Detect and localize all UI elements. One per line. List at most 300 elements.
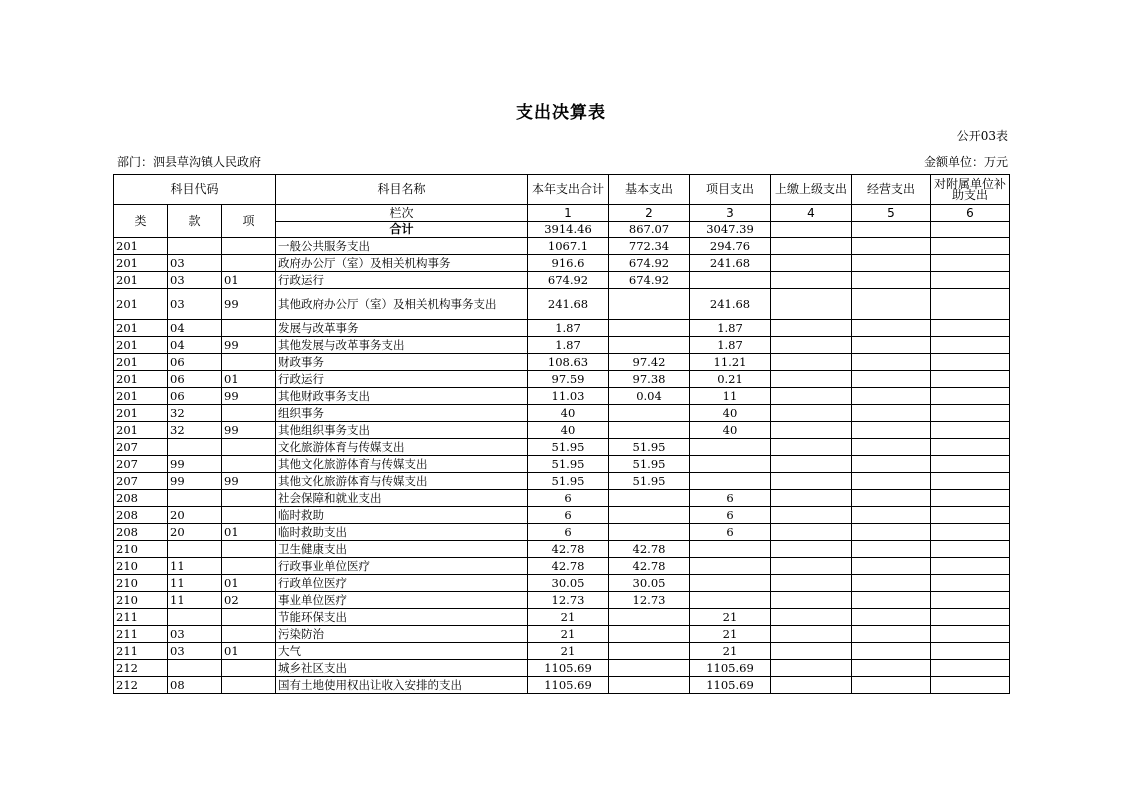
table-row (114, 643, 1010, 660)
cell-subsidy (931, 289, 1010, 320)
header-project: 项目支出 (690, 175, 771, 205)
cell-name: 行政事业单位医疗 (276, 558, 528, 575)
cell-name: 国有土地使用权出让收入安排的支出 (276, 677, 528, 694)
cell-lei: 210 (114, 558, 168, 575)
cell-subsidy (931, 490, 1010, 507)
cell-upper (771, 320, 852, 337)
cell-name: 政府办公厅（室）及相关机构事务 (276, 255, 528, 272)
form-number: 公开03表 (956, 129, 1008, 143)
total-label: 合计 (276, 222, 528, 238)
cell-subsidy (931, 660, 1010, 677)
cell-subsidy (931, 473, 1010, 490)
cell-name: 大气 (276, 643, 528, 660)
cell-total: 674.92 (528, 272, 609, 289)
cell-total: 42.78 (528, 541, 609, 558)
cell-kuan: 03 (168, 255, 222, 272)
cell-total: 51.95 (528, 456, 609, 473)
cell-xiang: 01 (222, 643, 276, 660)
cell-kuan: 32 (168, 422, 222, 439)
col-number-1: 1 (528, 205, 609, 222)
cell-name: 其他发展与改革事务支出 (276, 337, 528, 354)
cell-lei: 207 (114, 456, 168, 473)
cell-basic: 12.73 (609, 592, 690, 609)
cell-name: 财政事务 (276, 354, 528, 371)
cell-upper (771, 524, 852, 541)
cell-xiang (222, 320, 276, 337)
cell-subsidy (931, 320, 1010, 337)
cell-upper (771, 660, 852, 677)
cell-name: 行政运行 (276, 272, 528, 289)
cell-basic (609, 660, 690, 677)
cell-project: 21 (690, 626, 771, 643)
cell-business (852, 337, 931, 354)
cell-subsidy (931, 626, 1010, 643)
cell-total: 30.05 (528, 575, 609, 592)
table-row (114, 473, 1010, 490)
table-row (114, 507, 1010, 524)
cell-name: 临时救助支出 (276, 524, 528, 541)
cell-xiang: 01 (222, 524, 276, 541)
cell-lei: 201 (114, 337, 168, 354)
cell-upper (771, 626, 852, 643)
cell-total: 21 (528, 626, 609, 643)
cell-upper (771, 439, 852, 456)
cell-total: 1.87 (528, 320, 609, 337)
table-row (114, 255, 1010, 272)
cell-business (852, 388, 931, 405)
cell-kuan (168, 660, 222, 677)
total-project: 3047.39 (690, 222, 771, 238)
cell-kuan: 11 (168, 558, 222, 575)
cell-name: 社会保障和就业支出 (276, 490, 528, 507)
cell-basic: 51.95 (609, 473, 690, 490)
cell-upper (771, 354, 852, 371)
cell-total: 1.87 (528, 337, 609, 354)
cell-business (852, 490, 931, 507)
cell-lei: 201 (114, 422, 168, 439)
cell-upper (771, 558, 852, 575)
cell-kuan: 11 (168, 592, 222, 609)
cell-basic: 42.78 (609, 558, 690, 575)
cell-total: 1067.1 (528, 238, 609, 255)
cell-lei: 211 (114, 626, 168, 643)
header-total: 本年支出合计 (528, 175, 609, 205)
cell-total: 12.73 (528, 592, 609, 609)
cell-basic (609, 677, 690, 694)
table-row (114, 677, 1010, 694)
cell-total: 42.78 (528, 558, 609, 575)
col-number-5: 5 (852, 205, 931, 222)
col-number-6: 6 (931, 205, 1010, 222)
cell-kuan: 03 (168, 626, 222, 643)
cell-upper (771, 337, 852, 354)
cell-basic (609, 643, 690, 660)
cell-kuan: 04 (168, 337, 222, 354)
header-lanci: 栏次 (276, 205, 528, 222)
cell-upper (771, 473, 852, 490)
header-upper: 上缴上级支出 (771, 175, 852, 205)
cell-project: 1.87 (690, 337, 771, 354)
cell-xiang: 99 (222, 473, 276, 490)
cell-lei: 210 (114, 541, 168, 558)
cell-kuan (168, 609, 222, 626)
cell-lei: 201 (114, 371, 168, 388)
cell-name: 其他财政事务支出 (276, 388, 528, 405)
cell-upper (771, 490, 852, 507)
cell-kuan: 06 (168, 371, 222, 388)
table-row (114, 558, 1010, 575)
cell-basic (609, 524, 690, 541)
cell-xiang (222, 609, 276, 626)
cell-project: 40 (690, 422, 771, 439)
table-row (114, 354, 1010, 371)
cell-business (852, 677, 931, 694)
cell-lei: 201 (114, 320, 168, 337)
cell-subsidy (931, 507, 1010, 524)
cell-kuan: 03 (168, 272, 222, 289)
cell-business (852, 558, 931, 575)
cell-xiang (222, 238, 276, 255)
table-row (114, 337, 1010, 354)
cell-business (852, 405, 931, 422)
cell-xiang: 99 (222, 422, 276, 439)
cell-business (852, 255, 931, 272)
cell-upper (771, 388, 852, 405)
cell-kuan: 99 (168, 456, 222, 473)
cell-xiang (222, 456, 276, 473)
cell-project (690, 456, 771, 473)
cell-kuan: 04 (168, 320, 222, 337)
table-row (114, 371, 1010, 388)
cell-name: 污染防治 (276, 626, 528, 643)
cell-project (690, 558, 771, 575)
cell-name: 行政单位医疗 (276, 575, 528, 592)
cell-lei: 212 (114, 677, 168, 694)
cell-subsidy (931, 439, 1010, 456)
cell-business (852, 660, 931, 677)
cell-name: 临时救助 (276, 507, 528, 524)
total-subsidy (931, 222, 1010, 238)
cell-basic (609, 490, 690, 507)
cell-kuan: 20 (168, 524, 222, 541)
cell-name: 其他组织事务支出 (276, 422, 528, 439)
cell-upper (771, 405, 852, 422)
cell-lei: 201 (114, 238, 168, 255)
cell-project: 294.76 (690, 238, 771, 255)
cell-total: 6 (528, 490, 609, 507)
cell-lei: 201 (114, 272, 168, 289)
page-title: 支出决算表 (516, 103, 606, 123)
cell-kuan: 06 (168, 388, 222, 405)
header-xiang: 项 (222, 205, 276, 238)
cell-business (852, 456, 931, 473)
table-row (114, 660, 1010, 677)
cell-business (852, 609, 931, 626)
cell-business (852, 575, 931, 592)
cell-basic (609, 626, 690, 643)
cell-business (852, 439, 931, 456)
cell-basic: 97.38 (609, 371, 690, 388)
cell-xiang (222, 255, 276, 272)
header-name: 科目名称 (276, 175, 528, 205)
cell-lei: 201 (114, 405, 168, 422)
cell-project: 1105.69 (690, 660, 771, 677)
cell-kuan (168, 490, 222, 507)
table-row (114, 272, 1010, 289)
cell-business (852, 626, 931, 643)
cell-upper (771, 255, 852, 272)
department-label: 部门：泗县草沟镇人民政府 (117, 155, 262, 169)
cell-subsidy (931, 677, 1010, 694)
cell-lei: 210 (114, 592, 168, 609)
cell-business (852, 422, 931, 439)
cell-project: 21 (690, 609, 771, 626)
cell-upper (771, 541, 852, 558)
cell-subsidy (931, 524, 1010, 541)
cell-subsidy (931, 337, 1010, 354)
cell-lei: 208 (114, 507, 168, 524)
cell-business (852, 541, 931, 558)
cell-name: 节能环保支出 (276, 609, 528, 626)
cell-name: 卫生健康支出 (276, 541, 528, 558)
cell-upper (771, 609, 852, 626)
cell-business (852, 371, 931, 388)
cell-lei: 212 (114, 660, 168, 677)
cell-subsidy (931, 643, 1010, 660)
cell-name: 一般公共服务支出 (276, 238, 528, 255)
header-subsidy: 对附属单位补助支出 (931, 175, 1010, 205)
cell-total: 40 (528, 422, 609, 439)
cell-subsidy (931, 575, 1010, 592)
cell-upper (771, 507, 852, 524)
table-row (114, 490, 1010, 507)
cell-upper (771, 238, 852, 255)
cell-upper (771, 456, 852, 473)
cell-subsidy (931, 371, 1010, 388)
cell-total: 6 (528, 507, 609, 524)
total-business (852, 222, 931, 238)
cell-basic: 0.04 (609, 388, 690, 405)
cell-total: 51.95 (528, 439, 609, 456)
cell-subsidy (931, 272, 1010, 289)
table-row (114, 524, 1010, 541)
cell-total: 916.6 (528, 255, 609, 272)
amount-unit-label: 金额单位：万元 (923, 155, 1008, 169)
cell-xiang (222, 439, 276, 456)
expenditure-table (113, 174, 1010, 694)
cell-project (690, 272, 771, 289)
cell-upper (771, 643, 852, 660)
total-basic: 867.07 (609, 222, 690, 238)
cell-xiang (222, 626, 276, 643)
cell-lei: 211 (114, 609, 168, 626)
table-row (114, 238, 1010, 255)
cell-total: 6 (528, 524, 609, 541)
total-upper (771, 222, 852, 238)
cell-business (852, 354, 931, 371)
cell-lei: 208 (114, 490, 168, 507)
cell-business (852, 507, 931, 524)
cell-kuan: 32 (168, 405, 222, 422)
cell-lei: 211 (114, 643, 168, 660)
table-row (114, 609, 1010, 626)
table-row (114, 456, 1010, 473)
cell-xiang (222, 490, 276, 507)
cell-basic (609, 337, 690, 354)
cell-business (852, 272, 931, 289)
cell-subsidy (931, 609, 1010, 626)
cell-business (852, 238, 931, 255)
cell-name: 其他政府办公厅（室）及相关机构事务支出 (276, 289, 528, 320)
table-row (114, 422, 1010, 439)
table-row (114, 439, 1010, 456)
cell-upper (771, 575, 852, 592)
cell-basic: 772.34 (609, 238, 690, 255)
cell-project (690, 575, 771, 592)
cell-basic (609, 507, 690, 524)
cell-basic (609, 320, 690, 337)
cell-upper (771, 592, 852, 609)
cell-upper (771, 289, 852, 320)
cell-basic (609, 609, 690, 626)
cell-name: 行政运行 (276, 371, 528, 388)
cell-subsidy (931, 354, 1010, 371)
cell-project: 6 (690, 507, 771, 524)
cell-lei: 208 (114, 524, 168, 541)
header-kuan: 款 (168, 205, 222, 238)
cell-basic: 674.92 (609, 255, 690, 272)
total-amount: 3914.46 (528, 222, 609, 238)
cell-total: 1105.69 (528, 660, 609, 677)
cell-total: 1105.69 (528, 677, 609, 694)
table-row (114, 320, 1010, 337)
cell-project (690, 439, 771, 456)
table-row (114, 388, 1010, 405)
cell-xiang: 01 (222, 575, 276, 592)
cell-lei: 201 (114, 255, 168, 272)
cell-xiang: 99 (222, 337, 276, 354)
cell-project: 1.87 (690, 320, 771, 337)
cell-project (690, 541, 771, 558)
cell-basic: 51.95 (609, 439, 690, 456)
cell-lei: 210 (114, 575, 168, 592)
cell-total: 40 (528, 405, 609, 422)
cell-business (852, 320, 931, 337)
cell-project: 11 (690, 388, 771, 405)
cell-upper (771, 272, 852, 289)
cell-basic (609, 289, 690, 320)
cell-subsidy (931, 255, 1010, 272)
cell-upper (771, 422, 852, 439)
table-row (114, 405, 1010, 422)
cell-xiang: 02 (222, 592, 276, 609)
cell-project: 11.21 (690, 354, 771, 371)
header-lei: 类 (114, 205, 168, 238)
cell-business (852, 592, 931, 609)
cell-project (690, 592, 771, 609)
cell-subsidy (931, 592, 1010, 609)
cell-project: 40 (690, 405, 771, 422)
cell-business (852, 643, 931, 660)
cell-name: 其他文化旅游体育与传媒支出 (276, 456, 528, 473)
cell-subsidy (931, 541, 1010, 558)
table-row (114, 289, 1010, 320)
cell-kuan: 03 (168, 289, 222, 320)
cell-total: 21 (528, 609, 609, 626)
cell-project: 1105.69 (690, 677, 771, 694)
cell-xiang (222, 507, 276, 524)
cell-name: 文化旅游体育与传媒支出 (276, 439, 528, 456)
cell-subsidy (931, 558, 1010, 575)
cell-name: 城乡社区支出 (276, 660, 528, 677)
cell-basic (609, 405, 690, 422)
header-row-2 (114, 205, 1010, 222)
cell-lei: 201 (114, 289, 168, 320)
cell-project: 21 (690, 643, 771, 660)
cell-subsidy (931, 238, 1010, 255)
table-row (114, 575, 1010, 592)
cell-total: 97.59 (528, 371, 609, 388)
cell-kuan: 99 (168, 473, 222, 490)
col-number-2: 2 (609, 205, 690, 222)
cell-upper (771, 371, 852, 388)
table-row (114, 626, 1010, 643)
cell-kuan: 08 (168, 677, 222, 694)
cell-basic: 42.78 (609, 541, 690, 558)
cell-kuan: 06 (168, 354, 222, 371)
cell-basic: 30.05 (609, 575, 690, 592)
cell-subsidy (931, 388, 1010, 405)
header-row-1 (114, 175, 1010, 205)
cell-total: 108.63 (528, 354, 609, 371)
cell-subsidy (931, 422, 1010, 439)
cell-total: 51.95 (528, 473, 609, 490)
header-business: 经营支出 (852, 175, 931, 205)
cell-xiang: 01 (222, 371, 276, 388)
table-row (114, 592, 1010, 609)
cell-total: 21 (528, 643, 609, 660)
cell-kuan: 20 (168, 507, 222, 524)
cell-subsidy (931, 405, 1010, 422)
cell-xiang (222, 405, 276, 422)
cell-project: 6 (690, 524, 771, 541)
cell-xiang (222, 677, 276, 694)
cell-project: 6 (690, 490, 771, 507)
cell-basic: 97.42 (609, 354, 690, 371)
cell-xiang: 99 (222, 388, 276, 405)
cell-kuan: 11 (168, 575, 222, 592)
cell-project: 241.68 (690, 289, 771, 320)
cell-name: 其他文化旅游体育与传媒支出 (276, 473, 528, 490)
cell-project (690, 473, 771, 490)
cell-xiang (222, 558, 276, 575)
cell-xiang: 99 (222, 289, 276, 320)
cell-name: 发展与改革事务 (276, 320, 528, 337)
cell-total: 241.68 (528, 289, 609, 320)
cell-business (852, 473, 931, 490)
cell-xiang: 01 (222, 272, 276, 289)
cell-basic (609, 422, 690, 439)
cell-project: 241.68 (690, 255, 771, 272)
cell-lei: 201 (114, 388, 168, 405)
cell-xiang (222, 354, 276, 371)
cell-kuan (168, 439, 222, 456)
col-number-3: 3 (690, 205, 771, 222)
cell-lei: 207 (114, 473, 168, 490)
cell-upper (771, 677, 852, 694)
header-code: 科目代码 (114, 175, 276, 205)
cell-total: 11.03 (528, 388, 609, 405)
